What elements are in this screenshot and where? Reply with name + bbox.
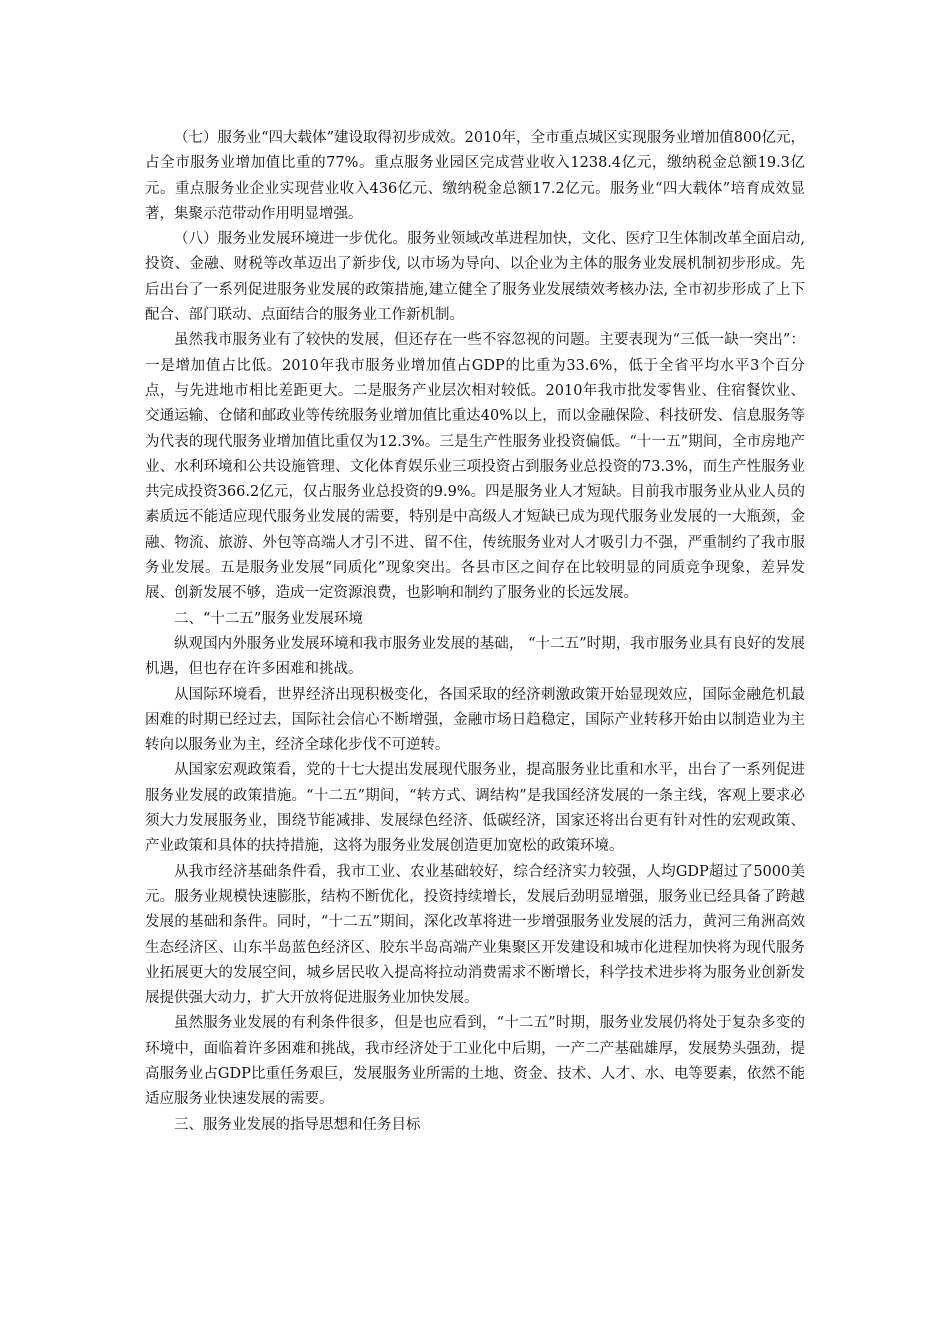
paragraph-local-economic-base: 从我市经济基础条件看，我市工业、农业基础较好，综合经济实力较强，人均GDP超过了5000美元。服务业规模快速膨胀，结构不断优化，投资持续增长，发展后劲明显增强，服务业已经具备了跨越发展的基础和条件。同时，“十二五”期间，深化改革将进一步增强服务业发展的活力，黄河三角洲高效生态经济区、山东半岛蓝色经济区、胶东半岛高端产业集聚区开发建设和城市化进程加快将为现代服务业拓展更大的发展空间，城乡居民收入提高将拉动消费需求不断增长，科学技术进步将为服务业创新发展提供强大动力，扩大开放将促进服务业加快发展。 [145, 863, 805, 1007]
paragraph-national-policy: 从国家宏观政策看，党的十七大提出发展现代服务业，提高服务业比重和水平，出台了一系列促进服务业发展的政策措施。“十二五”期间，“转方式、调结构”是我国经济发展的一条主线，客观上要求必须大力发展服务业，围绕节能减排、发展绿色经济、低碳经济，国家还将出台更有针对性的宏观政策、产业政策和具体的扶持措施，这将为服务业发展创造更加宽松的政策环境。 [145, 762, 805, 855]
paragraph-existing-problems: 虽然我市服务业有了较快的发展，但还存在一些不容忽视的问题。主要表现为“三低一缺一突出”：一是增加值占比低。2010年我市服务业增加值占GDP的比重为33.6%，低于全省平均水平3个百分点，与先进地市相比差距更大。二是服务产业层次相对较低。2010年我市批发零售业、住宿餐饮业、交通运输、仓储和邮政业等传统服务业增加值比重达40%以上，而以金融保险、科技研发、信息服务等为代表的现代服务业增加值比重仅为12.3%。三是生产性服务业投资偏低。“十一五”期间，全市房地产业、水利环境和公共设施管理、文化体育娱乐业三项投资占到服务业总投资的73.3%，而生产性服务业共完成投资366.2亿元，仅占服务业总投资的9.9%。四是服务业人才短缺。目前我市服务业从业人员的素质远不能适应现代服务业发展的需要，特别是中高级人才短缺已成为现代服务业发展的一大瓶颈，金融、物流、旅游、外包等高端人才引不进、留不住，传统服务业对人才吸引力不强，严重制约了我市服务业发展。五是服务业发展“同质化”现象突出。各县市区之间存在比较明显的同质竞争现象，差异发展、创新发展不够，造成一定资源浪费，也影响和制约了服务业的长远发展。 [145, 332, 805, 602]
section-heading-2: 二、“十二五”服务业发展环境 [174, 610, 363, 627]
paragraph-challenges: 虽然服务业发展的有利条件很多，但是也应看到，“十二五”时期，服务业发展仍将处于复杂多变的环境中，面临着许多困难和挑战，我市经济处于工业化中后期，一产二产基础雄厚，发展势头强劲，提高服务业占GDP比重任务艰巨，发展服务业所需的土地、资金、技术、人才、水、电等要素，依然不能适应服务业快速发展的需要。 [145, 1015, 805, 1108]
document-page [145, 126, 805, 1138]
paragraph-international-environment: 从国际环境看，世界经济出现积极变化，各国采取的经济刺激政策开始显现效应，国际金融危机最困难的时期已经过去，国际社会信心不断增强，金融市场日趋稳定，国际产业转移开始由以制造业为主转向以服务业为主，经济全球化步伐不可逆转。 [145, 686, 805, 754]
section-heading-3: 三、服务业发展的指导思想和任务目标 [174, 1116, 421, 1133]
paragraph-development-environment-optimized: （八）服务业发展环境进一步优化。服务业领域改革进程加快，文化、医疗卫生体制改革全面启动,投资、金融、财税等改革迈出了新步伐, 以市场为导向、以企业为主体的服务业发展机制初步形成。先后出台了一系列促进服务业发展的政策措施,建立健全了服务业发展绩效考核办法, 全市初步形成了上下配合、部门联动、点面结合的服务业工作新机制。 [145, 231, 805, 324]
paragraph-service-carriers: （七）服务业“四大载体”建设取得初步成效。2010年，全市重点城区实现服务业增加值800亿元，占全市服务业增加值比重的77%。重点服务业园区完成营业收入1238.4亿元，缴纳税金总额19.3亿元。重点服务业企业实现营业收入436亿元、缴纳税金总额17.2亿元。服务业“四大载体”培育成效显著，集聚示范带动作用明显增强。 [145, 130, 805, 222]
paragraph-overview: 纵观国内外服务业发展环境和我市服务业发展的基础， “十二五”时期，我市服务业具有良好的发展机遇，但也存在许多困难和挑战。 [145, 635, 805, 678]
